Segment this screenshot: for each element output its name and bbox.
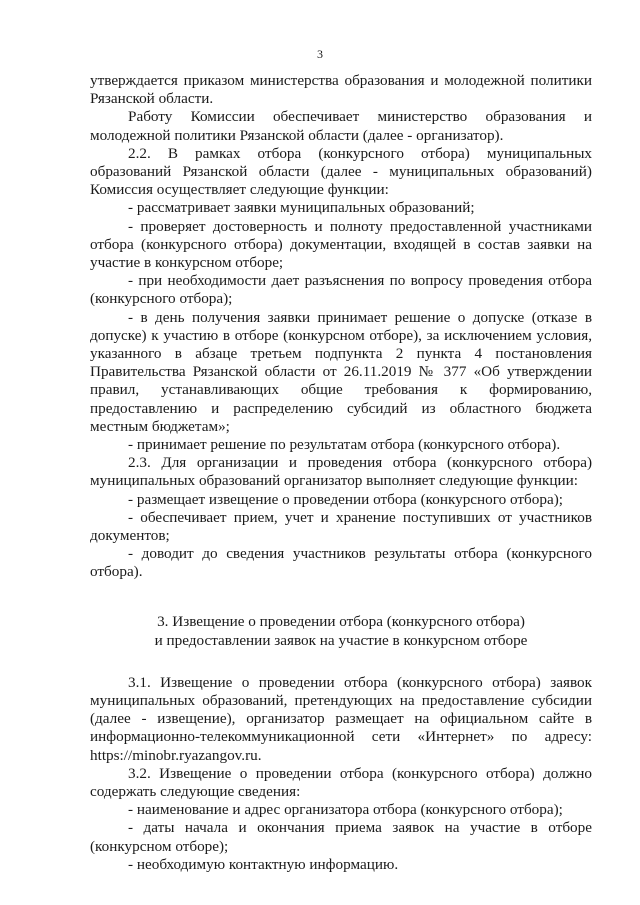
paragraph: - в день получения заявки принимает решение о допуске (отказе в допуске) к участию в отборе (конкурсном отборе), за исключением условия, указанного в абзаце третьем подпункта 2 пункта 4 постановления Правительства Рязанской области от 26.11.2019 № 377 «Об утверждении правил, устанавливающих общие требования к формированию, предоставлению и распределению субсидий из областного бюджета местным бюджетам»; <box>90 308 592 435</box>
paragraph: - доводит до сведения участников результаты отбора (конкурсного отбора). <box>90 545 592 581</box>
paragraph: - принимает решение по результатам отбора (конкурсного отбора). <box>128 436 561 454</box>
paragraph: - проверяет достоверность и полноту предоставленной участниками отбора (конкурсного отбора) документации, входящей в состав заявки на участие в конкурсном отборе; <box>90 217 592 272</box>
paragraph: 3.2. Извещение о проведении отбора (конкурсного отбора) должно содержать следующие сведения: <box>90 764 592 800</box>
section-3-heading <box>90 612 592 650</box>
paragraph: - рассматривает заявки муниципальных образований; <box>128 199 475 217</box>
section-3-heading-line-1: 3. Извещение о проведении отбора (конкурсного отбора) <box>157 612 525 630</box>
paragraph: 3.1. Извещение о проведении отбора (конкурсного отбора) заявок муниципальных образований, претендующих на предоставление субсидии (далее - извещение), организатор размещает на официальном сайте в информационно-телекоммуникационной сети «Интернет» по адресу: https://minobr.ryazangov.ru. <box>90 673 592 764</box>
paragraph: - даты начала и окончания приема заявок на участие в отборе (конкурсном отборе); <box>90 819 592 855</box>
paragraph: 2.3. Для организации и проведения отбора (конкурсного отбора) муниципальных образований организатор выполняет следующие функции: <box>90 454 592 490</box>
paragraph: Работу Комиссии обеспечивает министерство образования и молодежной политики Рязанской области (далее - организатор). <box>90 108 592 144</box>
paragraph: 2.2. В рамках отбора (конкурсного отбора) муниципальных образований Рязанской области (далее - муниципальных образований) Комиссия осуществляет следующие функции: <box>90 144 592 199</box>
section-3-text <box>90 674 592 874</box>
section-2-text <box>90 72 592 582</box>
paragraph: утверждается приказом министерства образования и молодежной политики Рязанской области. <box>90 72 592 108</box>
document-body <box>90 72 592 874</box>
paragraph: - наименование и адрес организатора отбора (конкурсного отбора); <box>128 801 563 819</box>
paragraph: - обеспечивает прием, учет и хранение поступивших от участников документов; <box>90 508 592 545</box>
section-3-heading-line-2: и предоставлении заявок на участие в конкурсном отборе <box>154 631 528 649</box>
page-number: 3 <box>317 47 323 61</box>
paragraph: - необходимую контактную информацию. <box>128 855 399 873</box>
paragraph: - размещает извещение о проведении отбора (конкурсного отбора); <box>128 490 563 508</box>
paragraph: - при необходимости дает разъяснения по вопросу проведения отбора (конкурсного отбора); <box>90 272 592 308</box>
